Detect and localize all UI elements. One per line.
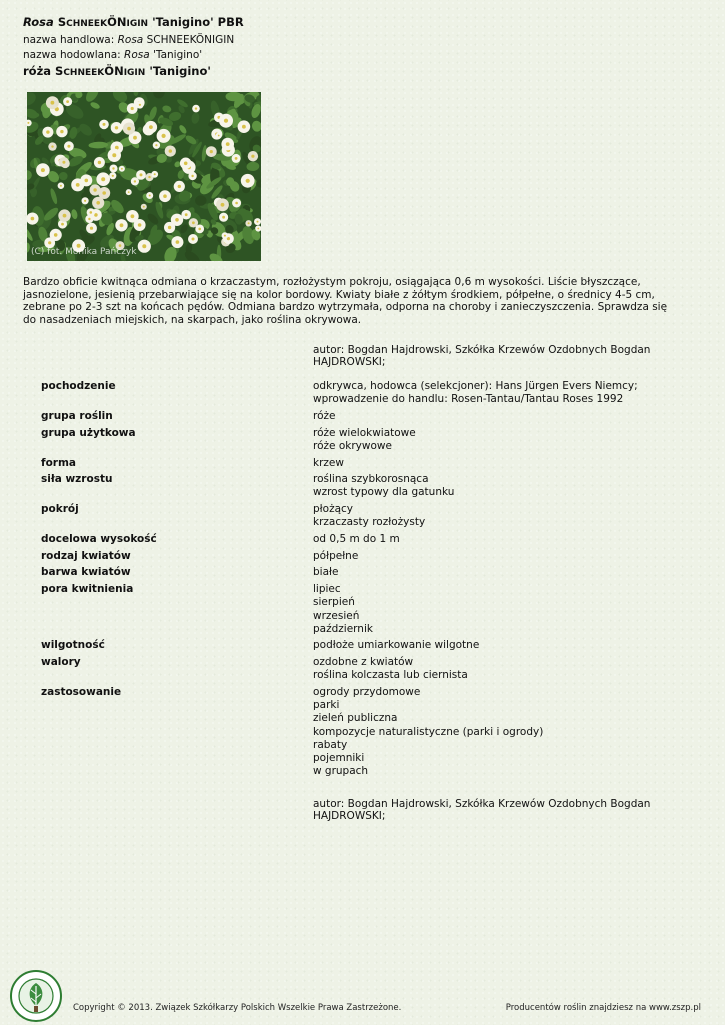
property-key: barwa kwiatów [41, 566, 131, 579]
trade-name: nazwa handlowa: Rosa SCHNEEKÖNIGIN [23, 33, 235, 46]
property-values [313, 533, 701, 546]
property-key: walory [41, 656, 81, 669]
property-values [313, 410, 701, 423]
property-value: roślina kolczasta lub ciernista [313, 669, 468, 682]
property-row [41, 639, 701, 652]
copyright-text: Copyright © 2013. Związek Szkółkarzy Polskich Wszelkie Prawa Zastrzeżone. [73, 1003, 402, 1013]
property-value: odkrywca, hodowca (selekcjoner): Hans Jürgen Evers Niemcy; wprowadzenie do handlu: Rosen-Tantau/Tantau Roses 1992 [313, 380, 638, 406]
property-value: październik [313, 622, 373, 635]
property-key: siła wzrostu [41, 473, 113, 486]
property-values [313, 427, 701, 453]
property-value: białe [313, 566, 339, 579]
property-row [41, 686, 701, 778]
property-key: pokrój [41, 503, 79, 516]
property-key: forma [41, 456, 76, 469]
property-value: wzrost typowy dla gatunku [313, 486, 455, 499]
property-value: sierpień [313, 596, 355, 609]
property-value: półpełne [313, 549, 359, 562]
property-key: pochodzenie [41, 380, 116, 392]
property-value: ogrody przydomowe [313, 686, 421, 699]
property-value: ozdobne z kwiatów [313, 656, 414, 669]
property-row [41, 533, 701, 546]
property-values [313, 550, 701, 563]
property-value: pojemniki [313, 752, 365, 765]
property-value: róże [313, 409, 336, 422]
property-key: docelowa wysokość [41, 533, 157, 546]
property-key: rodzaj kwiatów [41, 549, 131, 562]
property-values [313, 380, 701, 406]
property-row [41, 473, 701, 499]
property-key: pora kwitnienia [41, 583, 134, 596]
property-key: grupa użytkowa [41, 426, 136, 439]
property-key: grupa roślin [41, 409, 113, 422]
plant-photo [27, 92, 261, 261]
plant-photo-image [27, 92, 261, 261]
property-value: roślina szybkorosnąca [313, 473, 429, 486]
property-row [41, 656, 701, 682]
property-value: lipiec [313, 583, 341, 596]
property-values [313, 503, 701, 529]
property-row [41, 410, 701, 423]
property-value: parki [313, 699, 340, 712]
logo-icon [10, 970, 62, 1022]
property-value: od 0,5 m do 1 m [313, 533, 400, 546]
property-value: rabaty [313, 738, 348, 751]
property-value: krzew [313, 456, 344, 469]
property-values [313, 656, 701, 682]
author-top: autor: Bogdan Hajdrowski, Szkółka Krzewów Ozdobnych Bogdan HAJDROWSKI; [313, 344, 651, 368]
property-value: róże wielokwiatowe [313, 426, 416, 439]
property-values [313, 566, 701, 579]
author-bottom: autor: Bogdan Hajdrowski, Szkółka Krzewów Ozdobnych Bogdan HAJDROWSKI; [313, 798, 651, 822]
property-value: róże okrywowe [313, 439, 392, 452]
property-row [41, 380, 701, 406]
property-key: wilgotność [41, 639, 105, 652]
property-value: podłoże umiarkowanie wilgotne [313, 639, 480, 652]
property-value: wrzesień [313, 609, 360, 622]
cultivar-name: SCHNEEKÖNIGIN [57, 15, 149, 29]
plant-description: Bardzo obficie kwitnąca odmiana o krzaczastym, rozłożystym pokroju, osiągająca 0,6 m wysokości. Liście błyszczące, jasnozielone, jesienią przebarwiające się na kolor bordowy. Kwiaty białe z żółtym środkiem, półpełne, o średnicy 4-5 cm, zebrane po 2-3 szt na końcach pędów. Odmiana bardzo wytrzymała, odporna na choroby i zanieczyszczenia. Sprawdza się do nasadzeniach miejskich, na skarpach, jako roślina okrywowa. [23, 276, 668, 326]
property-value: w grupach [313, 765, 369, 778]
property-row [41, 457, 701, 470]
photo-credit: (C) fot. Monika Pańczyk [31, 247, 137, 257]
polish-name: róża SCHNEEKÖNIGIN 'Tanigino' [23, 63, 211, 78]
property-values [313, 583, 701, 636]
association-logo [10, 970, 62, 1022]
producers-link-text[interactable]: Producentów roślin znajdziesz na www.zszp.pl [505, 1003, 701, 1013]
property-values [313, 639, 701, 652]
property-row [41, 550, 701, 563]
property-row [41, 427, 701, 453]
breeder-name: nazwa hodowlana: Rosa 'Tanigino' [23, 49, 203, 61]
property-value: płożący [313, 503, 354, 516]
plant-header [23, 15, 244, 81]
properties-table [41, 380, 701, 782]
property-values [313, 686, 701, 778]
property-values [313, 457, 701, 470]
property-value: krzaczasty rozłożysty [313, 516, 426, 529]
property-key: zastosowanie [41, 686, 122, 699]
genus: Rosa [23, 15, 54, 29]
property-values [313, 473, 701, 499]
property-row [41, 566, 701, 579]
property-value: zieleń publiczna [313, 712, 398, 725]
property-row [41, 503, 701, 529]
property-row [41, 583, 701, 636]
plant-title: Rosa SCHNEEKÖNIGIN 'Tanigino' PBR [23, 15, 244, 29]
property-value: kompozycje naturalistyczne (parki i ogrody) [313, 725, 544, 738]
